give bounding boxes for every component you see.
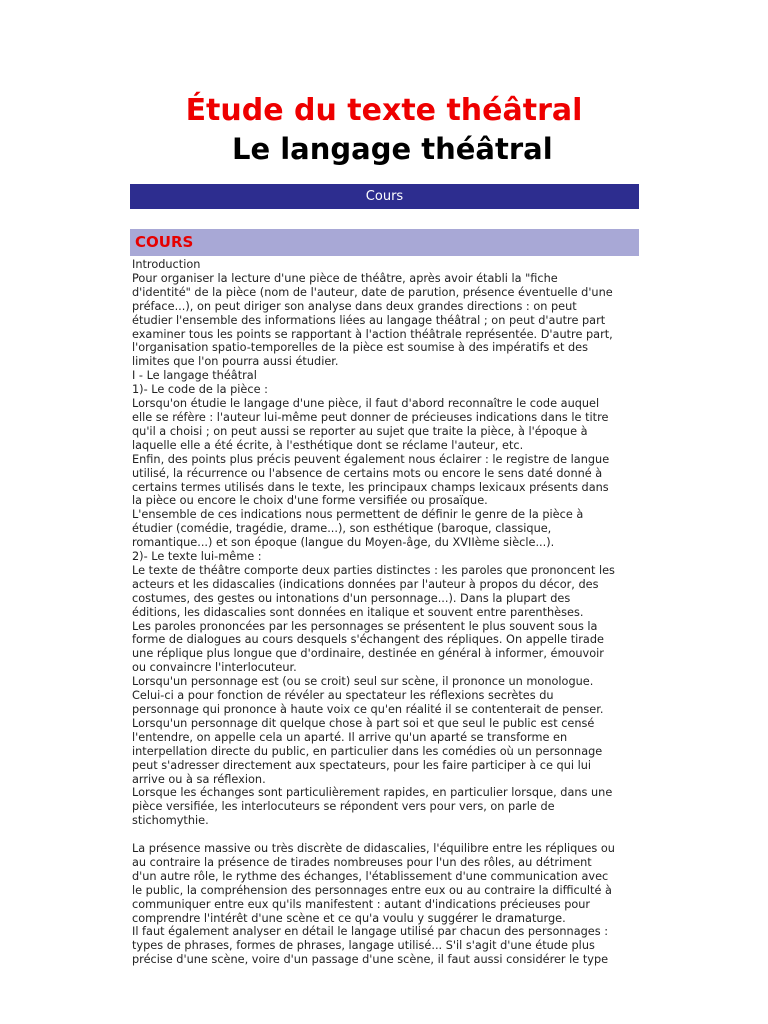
- text-line: une réplique plus longue que d'ordinaire, destinée en général à informer, émouvoir: [132, 647, 604, 661]
- text-line: certains termes utilisés dans le texte, les principaux champs lexicaux présents dans: [132, 480, 609, 494]
- text-line: la pièce ou encore le choix d'une forme versifiée ou prosaïque.: [132, 494, 488, 508]
- text-line: préface...), on peut diriger son analyse dans deux grandes directions : on peut: [132, 299, 577, 313]
- text-line: Le texte de théâtre comporte deux parties distinctes : les paroles que prononcent les: [132, 563, 615, 577]
- text-line: L'ensemble de ces indications nous permettent de définir le genre de la pièce à: [132, 508, 584, 522]
- text-line: pièce versifiée, les interlocuteurs se répondent vers pour vers, on parle de: [132, 800, 555, 814]
- text-line: étudier (comédie, tragédie, drame...), son esthétique (baroque, classique,: [132, 522, 552, 536]
- text-line: étudier l'ensemble des informations liées au langage théâtral ; on peut d'autre part: [132, 313, 606, 327]
- text-line: communiquer entre eux qu'ils manifestent : autant d'indications précieuses pour: [132, 897, 591, 911]
- text-line: précise d'une scène, voire d'un passage d'une scène, il faut aussi considérer le type: [132, 953, 609, 967]
- paragraph-break: [132, 828, 637, 842]
- text-line: forme de dialogues au cours desquels s'échangent des répliques. On appelle tirade: [132, 633, 604, 647]
- page-title: Étude du texte théâtral: [185, 93, 583, 128]
- section-header: [130, 229, 639, 256]
- text-line: l'entendre, on appelle cela un aparté. Il arrive qu'un aparté se transforme en: [132, 730, 568, 744]
- text-line: Il faut également analyser en détail le langage utilisé par chacun des personnages :: [132, 925, 609, 939]
- text-line: types de phrases, formes de phrases, langage utilisé... S'il s'agit d'une étude plus: [132, 939, 595, 953]
- text-line: laquelle elle a été écrite, à l'esthétique dont se réclame l'auteur, etc.: [132, 438, 524, 452]
- text-line: limites que l'on pourra aussi étudier.: [132, 355, 339, 369]
- text-line: 1)- Le code de la pièce :: [132, 383, 268, 397]
- text-line: Lorsque les échanges sont particulièrement rapides, en particulier lorsque, dans une: [132, 786, 613, 800]
- text-line: La présence massive ou très discrète de didascalies, l'équilibre entre les répliques ou: [132, 842, 615, 856]
- text-line: Les paroles prononcées par les personnages se présentent le plus souvent sous la: [132, 619, 598, 633]
- text-line: Lorsqu'on étudie le langage d'une pièce, il faut d'abord reconnaître le code auquel: [132, 397, 600, 411]
- text-line: l'organisation spatio-temporelles de la pièce est soumise à des impératifs et des: [132, 341, 588, 355]
- text-line: ou convaincre l'interlocuteur.: [132, 661, 297, 675]
- text-line: utilisé, la récurrence ou l'absence de certains mots ou encore le sens daté donné à: [132, 466, 603, 480]
- text-line: elle se réfère : l'auteur lui-même peut donner de précieuses indications dans le titre: [132, 410, 609, 424]
- text-line: le public, la compréhension des personnages entre eux ou au contraire la difficulté à: [132, 883, 612, 897]
- section-heading: COURS: [135, 233, 194, 251]
- text-line: 2)- Le texte lui-même :: [132, 550, 262, 564]
- text-line: Enfin, des points plus précis peuvent également nous éclairer : le registre de langue: [132, 452, 610, 466]
- page-subtitle: Le langage théâtral: [232, 132, 553, 166]
- text-line: examiner tous les points se rapportant à l'action théâtrale représentée. D'autre part,: [132, 327, 613, 341]
- text-line: qu'il a choisi ; on peut aussi se reporter au sujet que traite la pièce, à l'époque à: [132, 424, 588, 438]
- text-line: costumes, des gestes ou intonations d'un personnage...). Dans la plupart des: [132, 591, 571, 605]
- text-line: interpellation directe du public, en particulier dans les comédies où un personnage: [132, 744, 603, 758]
- text-line: éditions, les didascalies sont données en italique et souvent entre parenthèses.: [132, 605, 584, 619]
- text-line: Celui-ci a pour fonction de révéler au spectateur les réflexions secrètes du: [132, 689, 554, 703]
- text-line: d'un autre rôle, le rythme des échanges, l'établissement d'une communication avec: [132, 869, 609, 883]
- text-line: I - Le langage théâtral: [132, 369, 257, 383]
- text-line: Lorsqu'un personnage dit quelque chose à part soi et que seul le public est censé: [132, 716, 595, 730]
- text-line: au contraire la présence de tirades nombreuses pour l'un des rôles, au détriment: [132, 855, 592, 869]
- text-line: peut s'adresser directement aux spectateurs, pour les faire participer à ce qui lui: [132, 758, 592, 772]
- course-body: [132, 258, 637, 967]
- text-line: arrive ou à sa réflexion.: [132, 772, 266, 786]
- text-line: Introduction: [132, 258, 201, 271]
- text-line: stichomythie.: [132, 814, 209, 828]
- text-line: Pour organiser la lecture d'une pièce de théâtre, après avoir établi la "fiche: [132, 271, 558, 285]
- text-line: acteurs et les didascalies (indications données par l'auteur à propos du décor, des: [132, 577, 599, 591]
- text-line: comprendre l'intérêt d'une scène et ce qu'a voulu y suggérer le dramaturge.: [132, 911, 566, 925]
- cours-bar[interactable]: Cours: [130, 184, 639, 209]
- text-line: personnage qui prononce à haute voix ce qu'en réalité il se contenterait de penser.: [132, 703, 604, 716]
- text-line: d'identité" de la pièce (nom de l'auteur, date de parution, présence éventuelle d'une: [132, 285, 613, 299]
- text-line: Lorsqu'un personnage est (ou se croit) seul sur scène, il prononce un monologue.: [132, 675, 594, 689]
- text-line: romantique...) et son époque (langue du Moyen-âge, du XVIIème siècle...).: [132, 536, 555, 550]
